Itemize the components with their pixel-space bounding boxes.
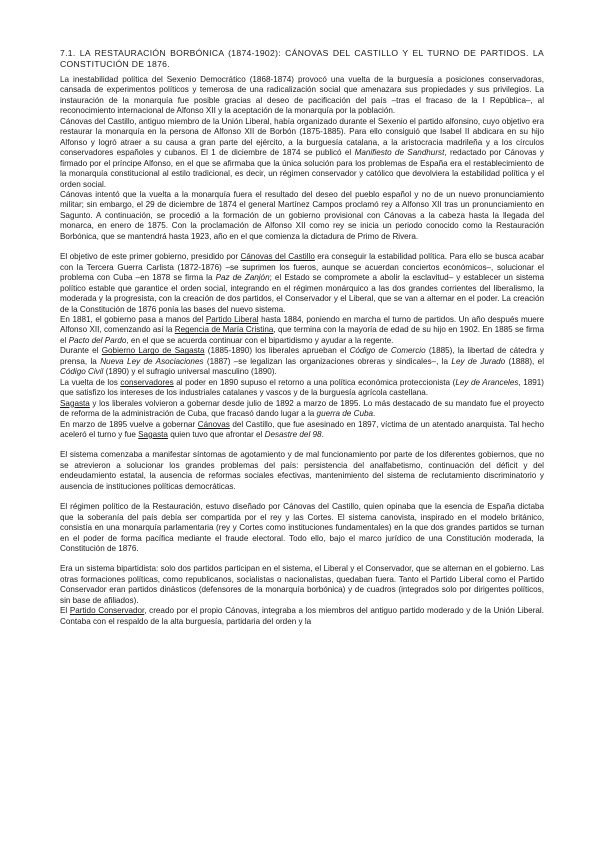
paragraph: En marzo de 1895 vuelve a gobernar Cánovas del Castillo, que fue asesinado en 1897, víctima de un atentado anarquista. Tal hecho aceleró el turno y fue Sagasta quien tuvo que afrontar el Desastre del 98. — [60, 419, 544, 439]
paragraph-gap — [60, 440, 544, 450]
underlined-term: Sagasta — [60, 398, 90, 408]
paragraph: Era un sistema bipartidista: solo dos partidos participan en el sistema, el Liberal y el Conservador, que se alternan en el gobierno. Las otras formaciones políticas, como republicanos, socialistas o nacionalistas, quedaban fuera. Tanto el Partido Liberal como el Partido Conservador eran partidos dinásticos (defensores de la monarquía borbónica) y de cuadros (integrados solo por dirigentes políticos, sin base de afiliados). — [60, 564, 544, 605]
underlined-term: Regencia de María Cristina — [174, 325, 274, 335]
paragraph: El régimen político de la Restauración, estuvo diseñado por Cánovas del Castillo, quien opinaba que la esencia de España dictaba que la soberanía del país debía ser compartida por el rey y las Cortes. El sistema canovista, inspirado en el modelo británico, consistía en una monarquía parlamentaria (rey y Cortes como instituciones fundamentales) en la que dos grandes partidos se turnan en el poder de forma pacífica mediante el fraude electoral. Todo ello, bajo el marco jurídico de una Constitución moderada, la Constitución de 1876. — [60, 502, 544, 554]
document-body — [60, 48, 544, 627]
emphasis: Código Civil — [60, 367, 104, 377]
emphasis: Pacto del Pardo — [68, 335, 127, 345]
paragraph: En 1881, el gobierno pasa a manos del Partido Liberal hasta 1884, poniendo en marcha el turno de partidos. Un año después muere Alfonso XII, comenzando así la Regencia de María Cristina, que termina con la mayoría de edad de su hijo en 1902. En 1885 se firma el Pacto del Pardo, en el que se acuerda continuar con el bipartidismo y ayudar a la regente. — [60, 314, 544, 345]
paragraph: El sistema comenzaba a manifestar síntomas de agotamiento y de mal funcionamiento por parte de los diferentes gobiernos, que no se atrevieron a solucionar los grandes problemas del país: persistencia del analfabetismo, continuación del déficit y del endeudamiento estatal, la ausencia de reformas sociales efectivas, mantenimiento del sistema de reclutamiento discriminatorio y ausencia de instituciones políticas democráticas. — [60, 450, 544, 491]
paragraph: Cánovas intentó que la vuelta a la monarquía fuera el resultado del deseo del pueblo español y no de un nuevo pronunciamiento militar; sin embargo, el 29 de diciembre de 1874 el general Martínez Campos proclamó rey a Alfonso XII tras un pronunciamiento en Sagunto. A continuación, se procedió a la formación de un gobierno provisional con Cánovas a la cabeza hasta la llegada del monarca, en enero de 1875. Con la proclamación de Alfonso XII como rey se inicia un periodo conocido como la Restauración Borbónica, que se mantendrá hasta 1923, año en el que comienza la dictadura de Primo de Rivera. — [60, 189, 544, 241]
underlined-term: Cánovas — [197, 419, 230, 429]
emphasis: Manifiesto de Sandhurst — [354, 148, 445, 158]
emphasis: Código de Comercio — [349, 346, 426, 356]
emphasis: Paz de Zanjón — [215, 273, 270, 283]
underlined-term: Partido Conservador — [69, 606, 145, 616]
emphasis: guerra de Cuba — [316, 409, 374, 419]
underlined-term: Sagasta — [138, 429, 168, 439]
paragraph: La vuelta de los conservadores al poder en 1890 supuso el retorno a una política económica proteccionista (Ley de Aranceles, 1891) que satisfizo los intereses de los industriales catalanes y vascos y de la burguesía agrícola castellana. — [60, 377, 544, 398]
underlined-term: Partido Liberal — [205, 314, 259, 324]
paragraph: El Partido Conservador, creado por el propio Cánovas, integraba a los miembros del antiguo partido moderado y de la Unión Liberal. Contaba con el respaldo de la alta burguesía, partidaria del orden y la — [60, 606, 544, 626]
paragraph-gap — [60, 554, 544, 564]
emphasis: Ley de Jurado — [451, 356, 506, 366]
underlined-term: Cánovas del Castillo — [240, 252, 315, 262]
paragraph: Sagasta y los liberales volvieron a gobernar desde julio de 1892 a marzo de 1895. Lo más destacado de su mandato fue el proyecto de reforma de la administración de Cuba, que fracasó dando lugar a la guerra de Cuba. — [60, 398, 544, 419]
emphasis: Desastre del 98 — [264, 429, 322, 439]
paragraph: Durante el Gobierno Largo de Sagasta (1885-1890) los liberales aprueban el Código de Comercio (1885), la libertad de cátedra y prensa, la Nueva Ley de Asociaciones (1887) –se legalizan las organizaciones obreras y sindicales–, la Ley de Jurado (1888), el Código Civil (1890) y el sufragio universal masculino (1890). — [60, 346, 544, 377]
paragraph: El objetivo de este primer gobierno, presidido por Cánovas del Castillo era conseguir la estabilidad política. Para ello se busca acabar con la Tercera Guerra Carlista (1872-1876) –se suprimen los fueros, aunque se acuerdan conciertos económicos–, solucionar el problema con Cuba –en 1878 se firma la Paz de Zanjón; el Estado se compromete a abolir la esclavitud– y establecer un sistema político estable que garantice el orden social, integrando en el régimen monárquico a las dos grandes corrientes del liberalismo, la moderada y la progresista, con la creación de dos partidos, el Conservador y el Liberal, que se van a alternar en el poder. La creación de la Constitución de 1876 ponía las bases del nuevo sistema. — [60, 252, 544, 314]
emphasis: Nueva Ley de Asociaciones — [100, 356, 204, 366]
paragraph: La inestabilidad política del Sexenio Democrático (1868-1874) provocó una vuelta de la burguesía a posiciones conservadoras, cansada de experimentos políticos y temerosa de una radicalización social que amenazara sus propiedades y sus privilegios. La instauración de la monarquía fue posible gracias al deseo de pacificación del país –tras el fracaso de la I República–, al reconocimiento internacional de Alfonso XII y la aceptación de la monarquía por la población. — [60, 75, 544, 116]
paragraph-gap — [60, 492, 544, 502]
underlined-term: conservadores — [120, 377, 174, 387]
paragraph: Cánovas del Castillo, antiguo miembro de la Unión Liberal, había organizado durante el Sexenio el partido alfonsino, cuyo objetivo era restaurar la monarquía en la persona de Alfonso XII de Borbón (1875-1885). Para ello consiguió que Isabel II abdicara en su hijo Alfonso y logró atraer a su causa a gran parte del ejército, a la burguesía catalana, a la aristocracia madrileña y a los círculos conservadores españoles y cubanos. El 1 de diciembre de 1874 se publicó el Manifiesto de Sandhurst, redactado por Cánovas y firmado por el príncipe Alfonso, en el que se afirmaba que la única solución para los problemas de España era el restablecimiento de la monarquía constitucional al estilo tradicional, es decir, un régimen conservador y católico que devolviera la estabilidad política y el orden social. — [60, 116, 544, 189]
emphasis: Ley de Aranceles — [455, 377, 519, 387]
paragraph-gap — [60, 242, 544, 252]
page-title: 7.1. LA RESTAURACIÓN BORBÓNICA (1874-1902): CÁNOVAS DEL CASTILLO Y EL TURNO DE PARTIDOS. LA CONSTITUCIÓN DE 1876. — [60, 48, 544, 69]
underlined-term: Gobierno Largo de Sagasta — [101, 346, 205, 356]
